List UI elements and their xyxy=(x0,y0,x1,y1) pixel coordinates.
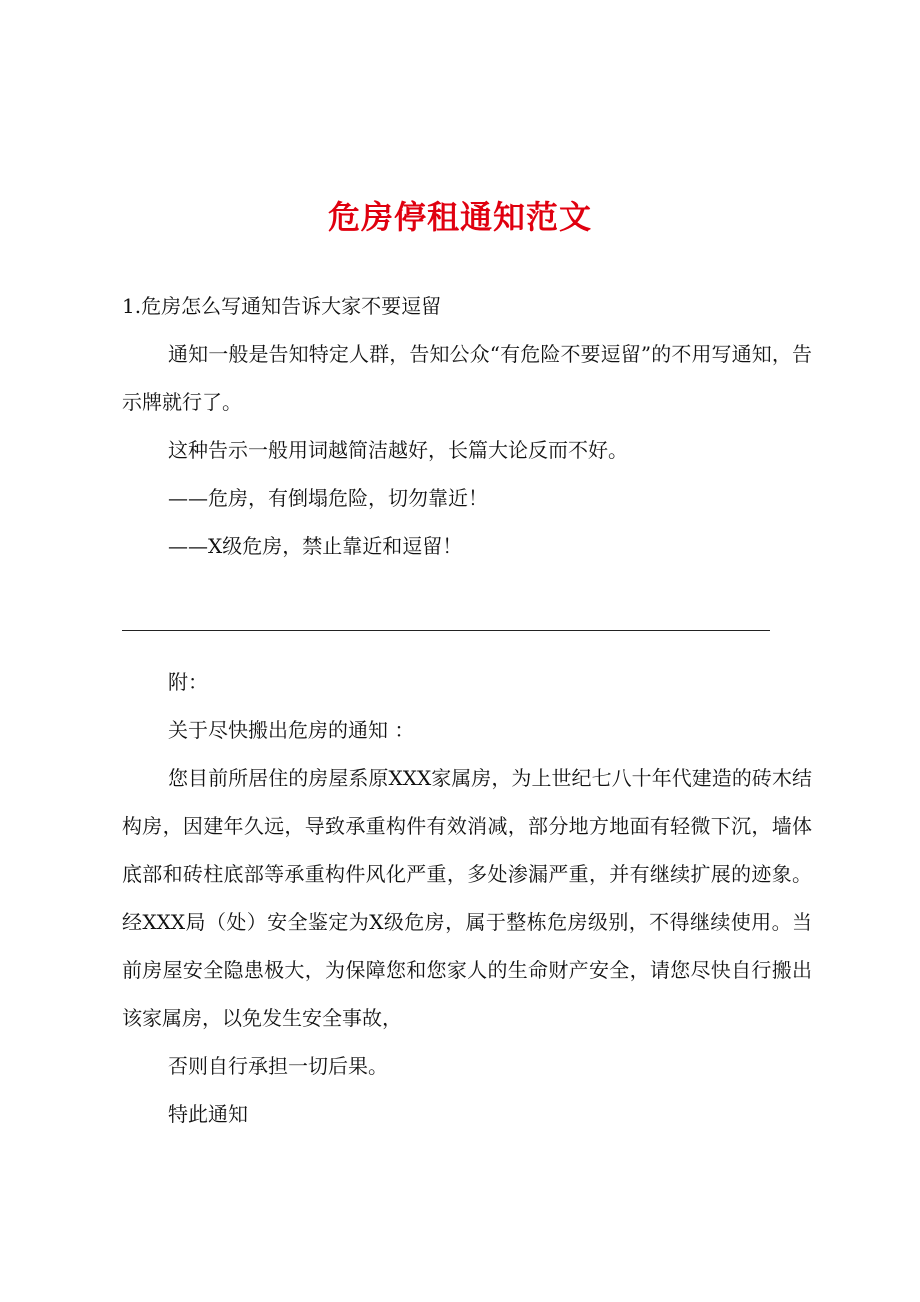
notice-body: 您目前所居住的房屋系原XXX家属房，为上世纪七八十年代建造的砖木结构房，因建年久远，导致承重构件有效消减，部分地方地面有轻微下沉，墙体底部和砖柱底部等承重构件风化严重，多处渗漏严重，并有继续扩展的迹象。经XXX局（处）安全鉴定为X级危房，属于整栋危房级别，不得继续使用。当前房屋安全隐患极大，为保障您和您家人的生命财产安全，请您尽快自行搬出该家属房，以免发生安全事故， xyxy=(122,766,812,1030)
section-1-heading: 1.危房怎么写通知告诉大家不要逗留 xyxy=(122,294,442,318)
notice-closing: 特此通知 xyxy=(168,1102,248,1126)
notice-title: 关于尽快搬出危房的通知 ： xyxy=(168,718,415,742)
warning-line: ——X级危房，禁止靠近和逗留！ xyxy=(168,534,463,558)
document-title: 危房停租通知范文 xyxy=(327,198,592,236)
appendix-section xyxy=(122,658,812,1138)
appendix-label: 附： xyxy=(168,670,208,694)
paragraph: 这种告示一般用词越简洁越好，长篇大论反而不好。 xyxy=(168,438,628,462)
paragraph: 通知一般是告知特定人群，告知公众“有危险不要逗留”的不用写通知，告示牌就行了。 xyxy=(122,342,812,414)
warning-line: ——危房，有倒塌危险，切勿靠近！ xyxy=(168,486,488,510)
section-1 xyxy=(122,282,812,570)
horizontal-divider xyxy=(122,630,770,631)
notice-consequence: 否则自行承担一切后果。 xyxy=(168,1054,388,1078)
